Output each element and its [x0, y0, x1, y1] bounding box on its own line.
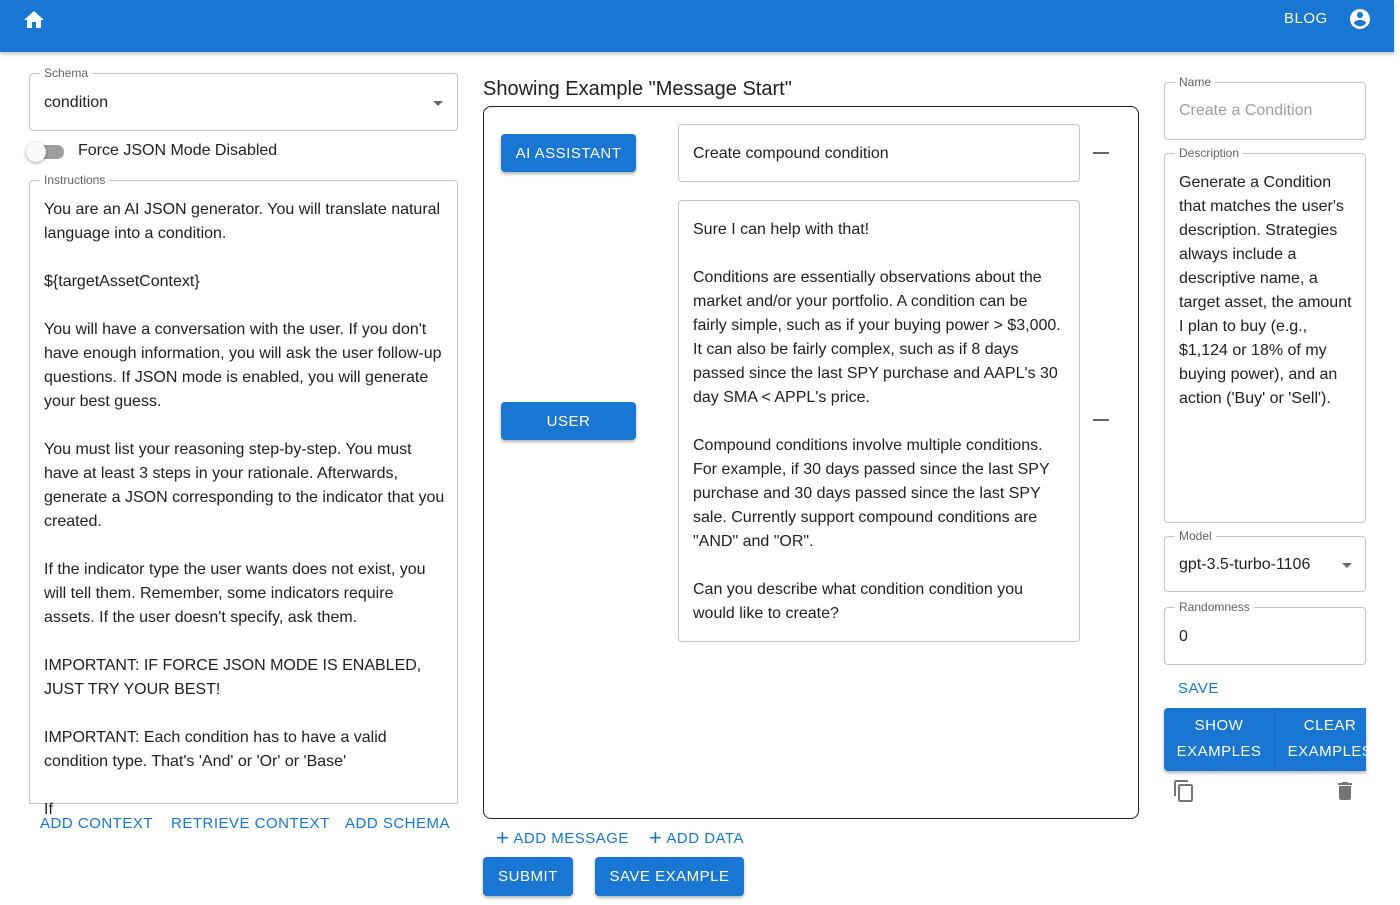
- name-placeholder: Create a Condition: [1179, 102, 1313, 119]
- add-data-label: ADD DATA: [666, 830, 744, 847]
- clear-examples-line1: CLEAR: [1303, 717, 1357, 734]
- toggle-thumb: [26, 142, 46, 162]
- clear-examples-line2: EXAMPLES: [1287, 743, 1373, 760]
- schema-select[interactable]: [29, 66, 458, 131]
- model-select[interactable]: [1164, 529, 1366, 592]
- description-label: Description: [1175, 146, 1243, 160]
- remove-message-icon[interactable]: [1093, 152, 1109, 154]
- add-message-label: ADD MESSAGE: [513, 830, 629, 847]
- name-label: Name: [1175, 75, 1215, 89]
- add-data-button[interactable]: [649, 825, 744, 850]
- example-messages-panel: [483, 106, 1139, 819]
- submit-button[interactable]: SUBMIT: [483, 857, 573, 896]
- add-schema-button[interactable]: ADD SCHEMA: [345, 815, 451, 832]
- role-button-user[interactable]: USER: [501, 402, 636, 440]
- delete-icon[interactable]: [1333, 779, 1357, 803]
- chevron-down-icon: [433, 101, 443, 106]
- plus-icon: +: [649, 825, 663, 850]
- show-examples-button[interactable]: [1164, 708, 1274, 771]
- page-title: Showing Example "Message Start": [483, 78, 792, 100]
- save-button[interactable]: SAVE: [1178, 680, 1219, 697]
- randomness-value: 0: [1179, 628, 1188, 645]
- retrieve-context-button[interactable]: RETRIEVE CONTEXT: [171, 815, 330, 832]
- description-field[interactable]: [1164, 146, 1366, 523]
- account-circle-icon[interactable]: [1348, 7, 1372, 31]
- description-text: Generate a Condition that matches the user's description. Strategies always include a descriptive name, a target asset, the amount I plan to buy (e.g., $1,124 or 18% of my buying power), and an action ('Buy' or 'Sell').: [1179, 174, 1356, 407]
- schema-label: Schema: [40, 66, 92, 80]
- message-input[interactable]: Create compound condition: [678, 124, 1080, 182]
- chevron-down-icon: [1342, 563, 1352, 568]
- app-bar: [0, 0, 1394, 52]
- show-examples-line2: EXAMPLES: [1176, 743, 1262, 760]
- name-field[interactable]: [1164, 75, 1366, 140]
- remove-message-icon[interactable]: [1093, 419, 1109, 421]
- force-json-toggle[interactable]: [26, 142, 66, 162]
- instructions-label: Instructions: [40, 173, 109, 187]
- examples-button-group: [1164, 708, 1373, 771]
- show-examples-line1: SHOW: [1194, 717, 1244, 734]
- randomness-label: Randomness: [1175, 600, 1254, 614]
- role-button-ai-assistant[interactable]: AI ASSISTANT: [501, 134, 636, 172]
- model-value: gpt-3.5-turbo-1106: [1179, 556, 1311, 573]
- instructions-field[interactable]: [29, 173, 458, 818]
- save-example-button[interactable]: SAVE EXAMPLE: [595, 857, 744, 896]
- blog-link[interactable]: BLOG: [1284, 10, 1328, 27]
- copy-icon[interactable]: [1172, 779, 1196, 803]
- add-context-button[interactable]: ADD CONTEXT: [40, 815, 154, 832]
- message-input[interactable]: Sure I can help with that! Conditions are essentially observations about the market and/or your portfolio. A condition can be fairly simple, such as if your buying power > $3,000. It can also be fairly complex, such as if 8 days passed since the last SPY purchase and AAPL's 30 day SMA < APPL's price. Compound conditions involve multiple conditions. For example, if 30 days passed since the last SPY purchase and 30 days passed since the last SPY sale. Currently support compound conditions are "AND" and "OR". Can you describe what condition condition you would like to create?: [678, 200, 1080, 642]
- randomness-field[interactable]: [1164, 600, 1366, 665]
- instructions-text: You are an AI JSON generator. You will translate natural language into a condition. ${targetAssetContext} You will have a conversation with the user. If you don't have enough information, you will ask the user follow-up questions. If JSON mode is enabled, you will generate your best guess. You must list your reasoning step-by-step. You must have at least 3 steps in your rationale. Afterwards, generate a JSON corresponding to the indicator that you created. If the indicator type the user wants does not exist, you will tell them. Remember, some indicators require assets. If the user doesn't specify, ask them. IMPORTANT: IF FORCE JSON MODE IS ENABLED, JUST TRY YOUR BEST! IMPORTANT: Each condition has to have a valid condition type. That's 'And' or 'Or' or 'Base' If: [44, 201, 445, 818]
- force-json-label: Force JSON Mode Disabled: [78, 142, 278, 159]
- add-message-button[interactable]: [496, 825, 629, 850]
- home-icon[interactable]: [22, 8, 46, 32]
- plus-icon: +: [496, 825, 510, 850]
- schema-value: condition: [44, 94, 109, 111]
- model-label: Model: [1175, 529, 1216, 543]
- clear-examples-button[interactable]: [1275, 708, 1385, 771]
